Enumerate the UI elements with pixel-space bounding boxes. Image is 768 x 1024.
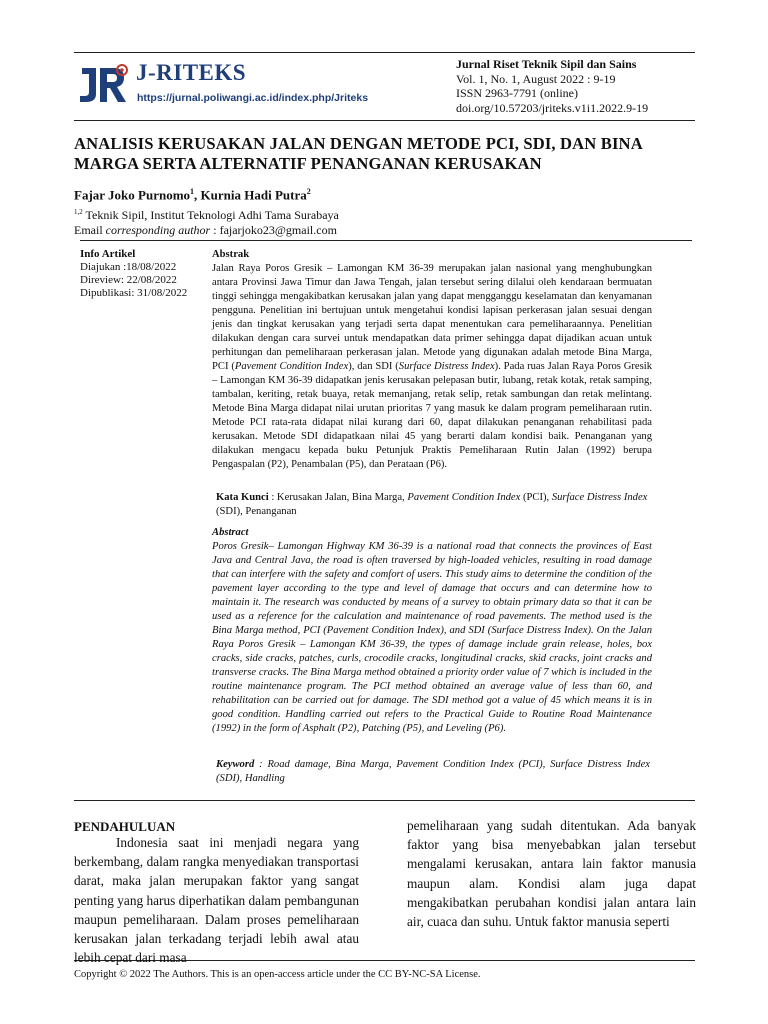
journal-brand: J-RITEKS — [136, 60, 247, 85]
author-1: Fajar Joko Purnomo — [74, 187, 191, 203]
keyword-text: : Road damage, Bina Marga, Pavement Condition Index (PCI), Surface Distress Index (SDI), Handling — [216, 759, 650, 784]
date-published: Dipublikasi: 31/08/2022 — [80, 287, 188, 299]
author-2-sup: 2 — [306, 187, 311, 196]
email-label: Email — [74, 223, 106, 237]
affiliation — [74, 205, 339, 238]
author-2: Kurnia Hadi Putra — [200, 187, 307, 203]
affiliation-text: Teknik Sipil, Institut Teknologi Adhi Tama Surabaya — [82, 208, 339, 222]
kata-kunci-t2: (PCI), — [520, 492, 552, 503]
abstrak-part3: ). Pada ruas Jalan Raya Poros Gresik – Lamongan KM 36-39 didapatkan jenis kerusakan pelepasan butir, lubang, retak kotak, retak samping, tambalan, keriting, retak buaya, retak memanjang, retak selip, retak sambungan dan retak melintang. Metode Bina Marga didapat nilai urutan prioritas 7 yang masuk ke dalam program pemeliharaan rutin. Metode PCI rata-rata didapat nilai kurang dari 60, dapat dilakukan penanganan rehabilitasi pada kerusakan. Metode SDI didapatkaan nilai 45 yang berarti dalam kondisi baik. Penanganan yang dilakukan mengacu kepada buku Petunjuk Praktis Pemeliharaan Rutin Jalan (1992) berupa Pengaspalan (P2), Penambalan (P5), dan Perataan (P6). — [212, 361, 652, 470]
copyright-footer: Copyright © 2022 The Authors. This is an open-access article under the CC BY-NC-SA License. — [74, 969, 481, 980]
journal-title: Jurnal Riset Teknik Sipil dan Sains — [456, 57, 637, 71]
journal-issn: ISSN 2963-7791 (online) — [456, 86, 578, 100]
journal-logo-icon — [74, 60, 132, 106]
email-role: corresponding author — [105, 223, 211, 237]
journal-volume: Vol. 1, No. 1, August 2022 : 9-19 — [456, 71, 616, 86]
info-rule — [80, 240, 692, 241]
header-rule — [74, 120, 695, 121]
abstrak-part1: Jalan Raya Poros Gresik – Lamongan KM 36-39 merupakan jalan nasional yang menghubungkan antara Provinsi Jawa Timur dan Jawa Tengah, jalan tersebut sering dilalui oleh kendaraan bermuatan tinggi sehingga mengakibatkan kerusakan jalan yang dapat mengganggu keselamatan dan kenyamanan pengguna. Penelitian ini bertujuan untuk mengetahui kondisi lapisan perkerasan jalan sesuai dengan jenis dan tingkat kerusakan yang terjadi serta dapat menentukan cara pemeliharaannya. Penelitian dilakukan dengan cara survei untuk mendapatkan data primer sehingga dapat dijadikan acuan untuk perhitungan dan pemeliharaan perkerasan jalan. Metode yang digunakan adalah metode Bina Marga, PCI ( — [212, 263, 652, 372]
journal-doi[interactable]: doi.org/10.57203/jriteks.v1i1.2022.9-19 — [456, 100, 649, 115]
kata-kunci — [216, 491, 650, 519]
kata-kunci-label: Kata Kunci — [216, 492, 269, 503]
abstract-heading: Abstract — [212, 527, 249, 538]
kata-kunci-i1: Pavement Condition Index — [407, 492, 521, 503]
date-reviewed: Direview: 22/08/2022 — [80, 274, 177, 286]
authors — [74, 187, 311, 203]
body-column-2: pemeliharaan yang sudah ditentukan. Ada banyak faktor yang bisa menyebabkan jalan tersebut mengalami kerusakan, antara lain faktor manusia maupun alam. Kondisi alam juga dapat mengakibatkan perubahan kondisi jalan antara lain air, cuaca dan suhu. Untuk faktor manusia seperti — [407, 818, 696, 930]
journal-info — [456, 57, 648, 115]
top-rule — [74, 52, 695, 53]
abstract-text: Poros Gresik– Lamongan Highway KM 36-39 is a national road that connects the provinces of East Java and Central Java, the road is often traversed by high-loaded vehicles, resulting in road damage that can interfere with the safety and comfort of users. This study aims to determine the condition of the pavement layer according to the type and level of damage that occurs and can determine how to maintain it. The research was conducted by means of a survey to obtain primary data so that it can be used as a reference for the calculation and maintenance of road pavements. The method used is the Bina Marga method, PCI (Pavement Condition Index), and SDI (Surface Distress Index). On the Jalan Raya Poros Gresik – Lamongan KM 36-39, the types of damage include grain release, holes, box cracks, side cracks, patches, curls, crocodile cracks, longitudinal cracks, skid cracks, joint cracks and transverse cracks. The Bina Marga method obtained a priority order value of 7 which is included in the routine maintenance program. The PCI method obtained an average value of less than 60, and rehabilitation can be carried out for damage. The SDI method got a value of 45 which means it is in good condition. Handling carried out refers to the Practical Guide to Routine Road Maintenance (1992) in the form of Asphalt (P2), Patching (P5), and Leveling (P6). — [212, 541, 652, 734]
author-1-sup: 1 — [190, 187, 195, 196]
body-column-1 — [74, 833, 359, 967]
article-info-heading: Info Artikel — [80, 248, 136, 260]
author-separator: , — [194, 187, 201, 203]
journal-url-link[interactable]: https://jurnal.poliwangi.ac.id/index.php/Jriteks — [137, 92, 369, 104]
body-column-1-text: Indonesia saat ini menjadi negara yang berkembang, dalam rangka menyediakan transportasi darat, maka jalan merupakan faktor yang sangat penting yang harus diperhatikan dalam pembangunan maupun pemeliharaan. Dalam proses pemeliharaan kerusakan jalan terkadang terjadi lebih awal atau lebih cepat dari masa — [74, 835, 359, 966]
abstrak-sdi: Surface Distress Index — [398, 361, 495, 372]
date-submitted: Diajukan :18/08/2022 — [80, 261, 177, 273]
article-info — [80, 248, 187, 300]
abstrak-part2: ), dan SDI ( — [348, 361, 399, 372]
email-value[interactable]: : fajarjoko23@gmail.com — [210, 223, 337, 237]
abstract-english — [212, 526, 652, 736]
abstrak-heading: Abstrak — [212, 249, 250, 260]
abstrak — [212, 248, 652, 472]
keyword-english — [216, 758, 650, 786]
keyword-label: Keyword — [216, 759, 255, 770]
abstrak-pci: Pavement Condition Index — [234, 361, 349, 372]
section-heading: PENDAHULUAN — [74, 819, 176, 834]
affiliation-sup: 1,2 — [74, 208, 83, 216]
kata-kunci-i2: Surface Distress Index — [551, 492, 648, 503]
paper-title: ANALISIS KERUSAKAN JALAN DENGAN METODE PCI, SDI, DAN BINA MARGA SERTA ALTERNATIF PENANGANAN KERUSAKAN — [74, 134, 642, 173]
kata-kunci-t3: (SDI), Penanganan — [216, 506, 297, 517]
abstract-bottom-rule — [74, 800, 695, 801]
kata-kunci-t1: : Kerusakan Jalan, Bina Marga, — [268, 492, 408, 503]
